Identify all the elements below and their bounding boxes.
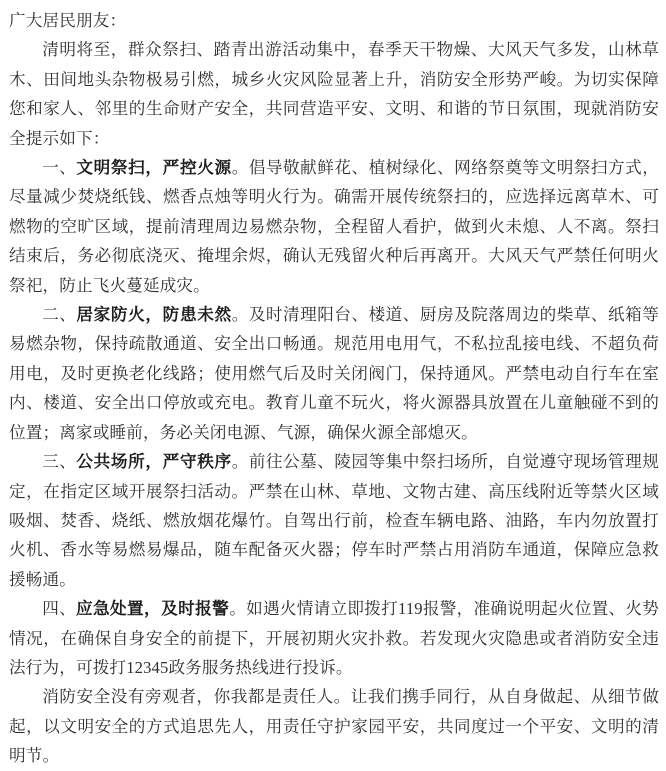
- section-3-heading: 公共场所，严守秩序: [76, 452, 232, 472]
- intro-paragraph: 清明将至，群众祭扫、踏青出游活动集中，春季天干物燥、大风天气多发，山林草木、田间地头杂物极易引燃，城乡火灾风险显著上升，消防安全形势严峻。为切实保障您和家人、邻里的生命财产安全，共同营造平安、文明、和谐的节日氛围，现就消防安全提示如下：: [9, 40, 659, 148]
- section-1-heading: 文明祭扫，严控火源: [76, 158, 232, 178]
- closing-paragraph: 消防安全没有旁观者，你我都是责任人。让我们携手同行，从自身做起、从细节做起，以文明安全的方式追思先人，用责任守护家园平安，共同度过一个平安、文明的清明节。: [9, 687, 659, 766]
- section-4-heading: 应急处置，及时报警: [75, 599, 230, 619]
- section-2-body: 及时清理阳台、楼道、厨房及院落周边的柴草、纸箱等易燃杂物，保持疏散通道、安全出口畅通。规范用电用气，不私拉乱接电线、不超负荷用电，及时更换老化线路；使用燃气后及时关闭阀门，保持通风。严禁电动自行车在室内、楼道、安全出口停放或充电。教育儿童不玩火，将火源器具放置在儿童触碰不到的位置；离家或睡前，务必关闭电源、气源，确保火源全部熄灭。: [9, 305, 659, 442]
- section-1-body: 倡导敬献鲜花、植树绿化、网络祭奠等文明祭扫方式，尽量减少焚烧纸钱、燃香点烛等明火行为。确需开展传统祭扫的，应选择远离草木、可燃物的空旷区域，提前清理周边易燃杂物，全程留人看护，做到火未熄、人不离。祭扫结束后，务必彻底浇灭、掩埋余烬，确认无残留火种后再离开。大风天气严禁任何明火祭祀，防止飞火蔓延成灾。: [9, 158, 659, 295]
- section-3: [9, 447, 659, 594]
- document-body: [9, 6, 659, 771]
- section-3-number: 三、: [42, 452, 77, 472]
- section-1-separator: 。: [231, 158, 249, 178]
- section-4: [9, 594, 659, 682]
- section-2-heading: 居家防火，防患未然: [76, 305, 232, 325]
- section-2-separator: 。: [231, 305, 249, 325]
- section-3-separator: 。: [231, 452, 249, 472]
- salutation-line: 广大居民朋友：: [9, 11, 127, 30]
- section-4-number: 四、: [42, 599, 76, 619]
- section-1-number: 一、: [42, 158, 77, 178]
- section-1: [9, 153, 659, 300]
- section-2-number: 二、: [42, 305, 77, 325]
- section-2: [9, 300, 659, 447]
- section-4-body: 如遇火情请立即拨打119报警，准确说明起火位置、火势情况，在确保自身安全的前提下，开展初期火灾扑救。若发现火灾隐患或者消防安全违法行为，可拨打12345政务服务热线进行投诉。: [9, 599, 659, 677]
- section-4-separator: 。: [229, 599, 247, 619]
- section-3-body: 前往公墓、陵园等集中祭扫场所，自觉遵守现场管理规定，在指定区域开展祭扫活动。严禁在山林、草地、文物古建、高压线附近等禁火区域吸烟、焚香、烧纸、燃放烟花爆竹。自驾出行前，检查车辆电路、油路，车内勿放置打火机、香水等易燃易爆品，随车配备灭火器；停车时严禁占用消防车通道，保障应急救援畅通。: [9, 452, 659, 589]
